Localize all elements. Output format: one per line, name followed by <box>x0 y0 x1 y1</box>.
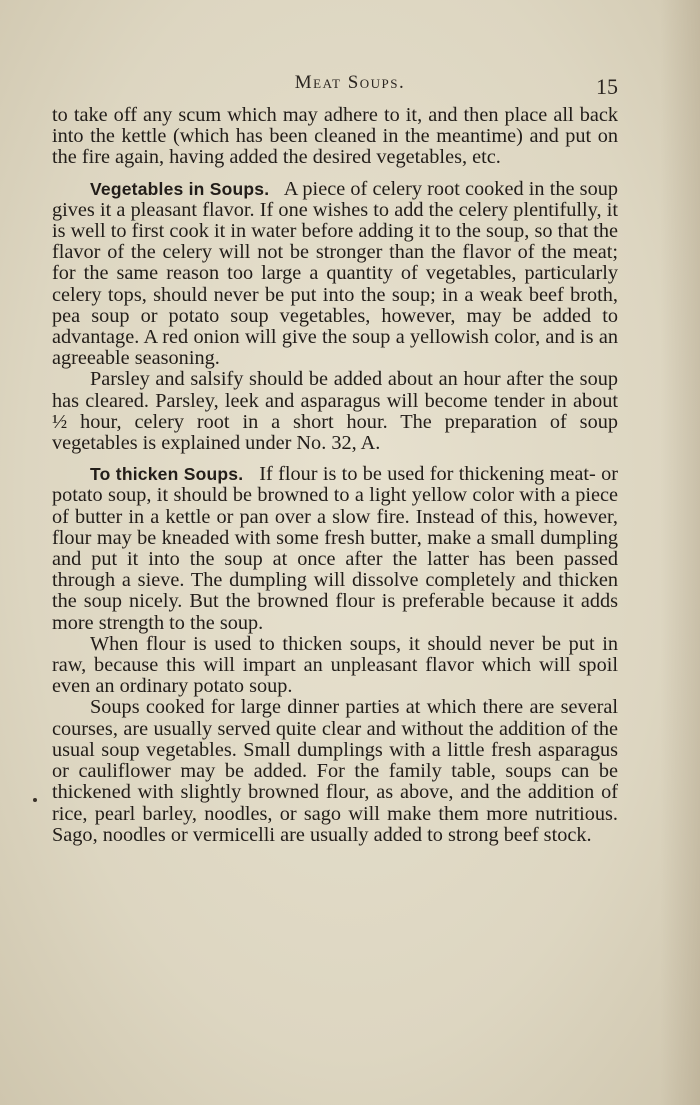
paragraph-vegetables-text: A piece of celery root cooked in the soup gives it a pleasant flavor. If one wishes to add the celery plentifully, it is well to first cook it in water before adding it to the soup, so that the flavor of the celery will not be stronger than the flavor of the meat; for the same reason too large a quantity of vegetables, particularly celery tops, should never be put into the soup; in a weak beef broth, pea soup or potato soup vegetables, however, may be added to advantage. A red onion will give the soup a yellowish color, and is an agreeable seasoning. <box>52 177 618 370</box>
page-edge-shadow <box>660 0 700 1105</box>
paragraph-parsley: Parsley and salsify should be added about an hour after the soup has cleared. Parsley, leek and asparagus will become tender in about ½ hour, celery root in a short hour. The preparation of soup vegetables is explained under No. 32, A. <box>52 368 618 455</box>
paragraph-continued: to take off any scum which may adhere to it, and then place all back into the kettle (which has been cleaned in the meantime) and put on the fire again, having added the desired vegetables, etc. <box>52 104 618 169</box>
page-number: 15 <box>596 74 618 99</box>
paragraph-thicken <box>52 464 618 634</box>
section-heading-thicken: To thicken Soups. <box>90 464 254 485</box>
running-head: Meat Soups. <box>294 72 406 93</box>
paragraph-dinner-parties: Soups cooked for large dinner parties at which there are several courses, are usually served quite clear and without the addition of the usual soup vegetables. Small dumplings with a little fresh asparagus or cauliflower may be added. For the family table, soups can be thickened with slightly browned flour, as above, and the addition of rice, pearl barley, noodles, or sago will make them more nutritious. Sago, noodles or vermicelli are usually added to strong beef stock. <box>52 696 618 846</box>
paragraph-vegetables <box>52 179 618 370</box>
section-heading-vegetables: Vegetables in Soups. <box>90 178 280 199</box>
paragraph-raw-flour: When flour is used to thicken soups, it should never be put in raw, because this will impart an unpleasant flavor which will spoil even an ordinary potato soup. <box>52 632 618 698</box>
paragraph-thicken-text: If flour is to be used for thickening meat- or potato soup, it should be browned to a light yellow color with a piece of butter in a kettle or pan over a slow fire. Instead of this, however, flour may be kneaded with some fresh butter, make a small dumpling and put it into the soup at once after the latter has been passed through a sieve. The dumpling will dissolve completely and thicken the soup nicely. But the browned flour is preferable because it adds more strength to the soup. <box>52 463 619 634</box>
ink-speck <box>33 798 37 802</box>
page-body <box>52 105 618 846</box>
page-header <box>0 72 700 102</box>
